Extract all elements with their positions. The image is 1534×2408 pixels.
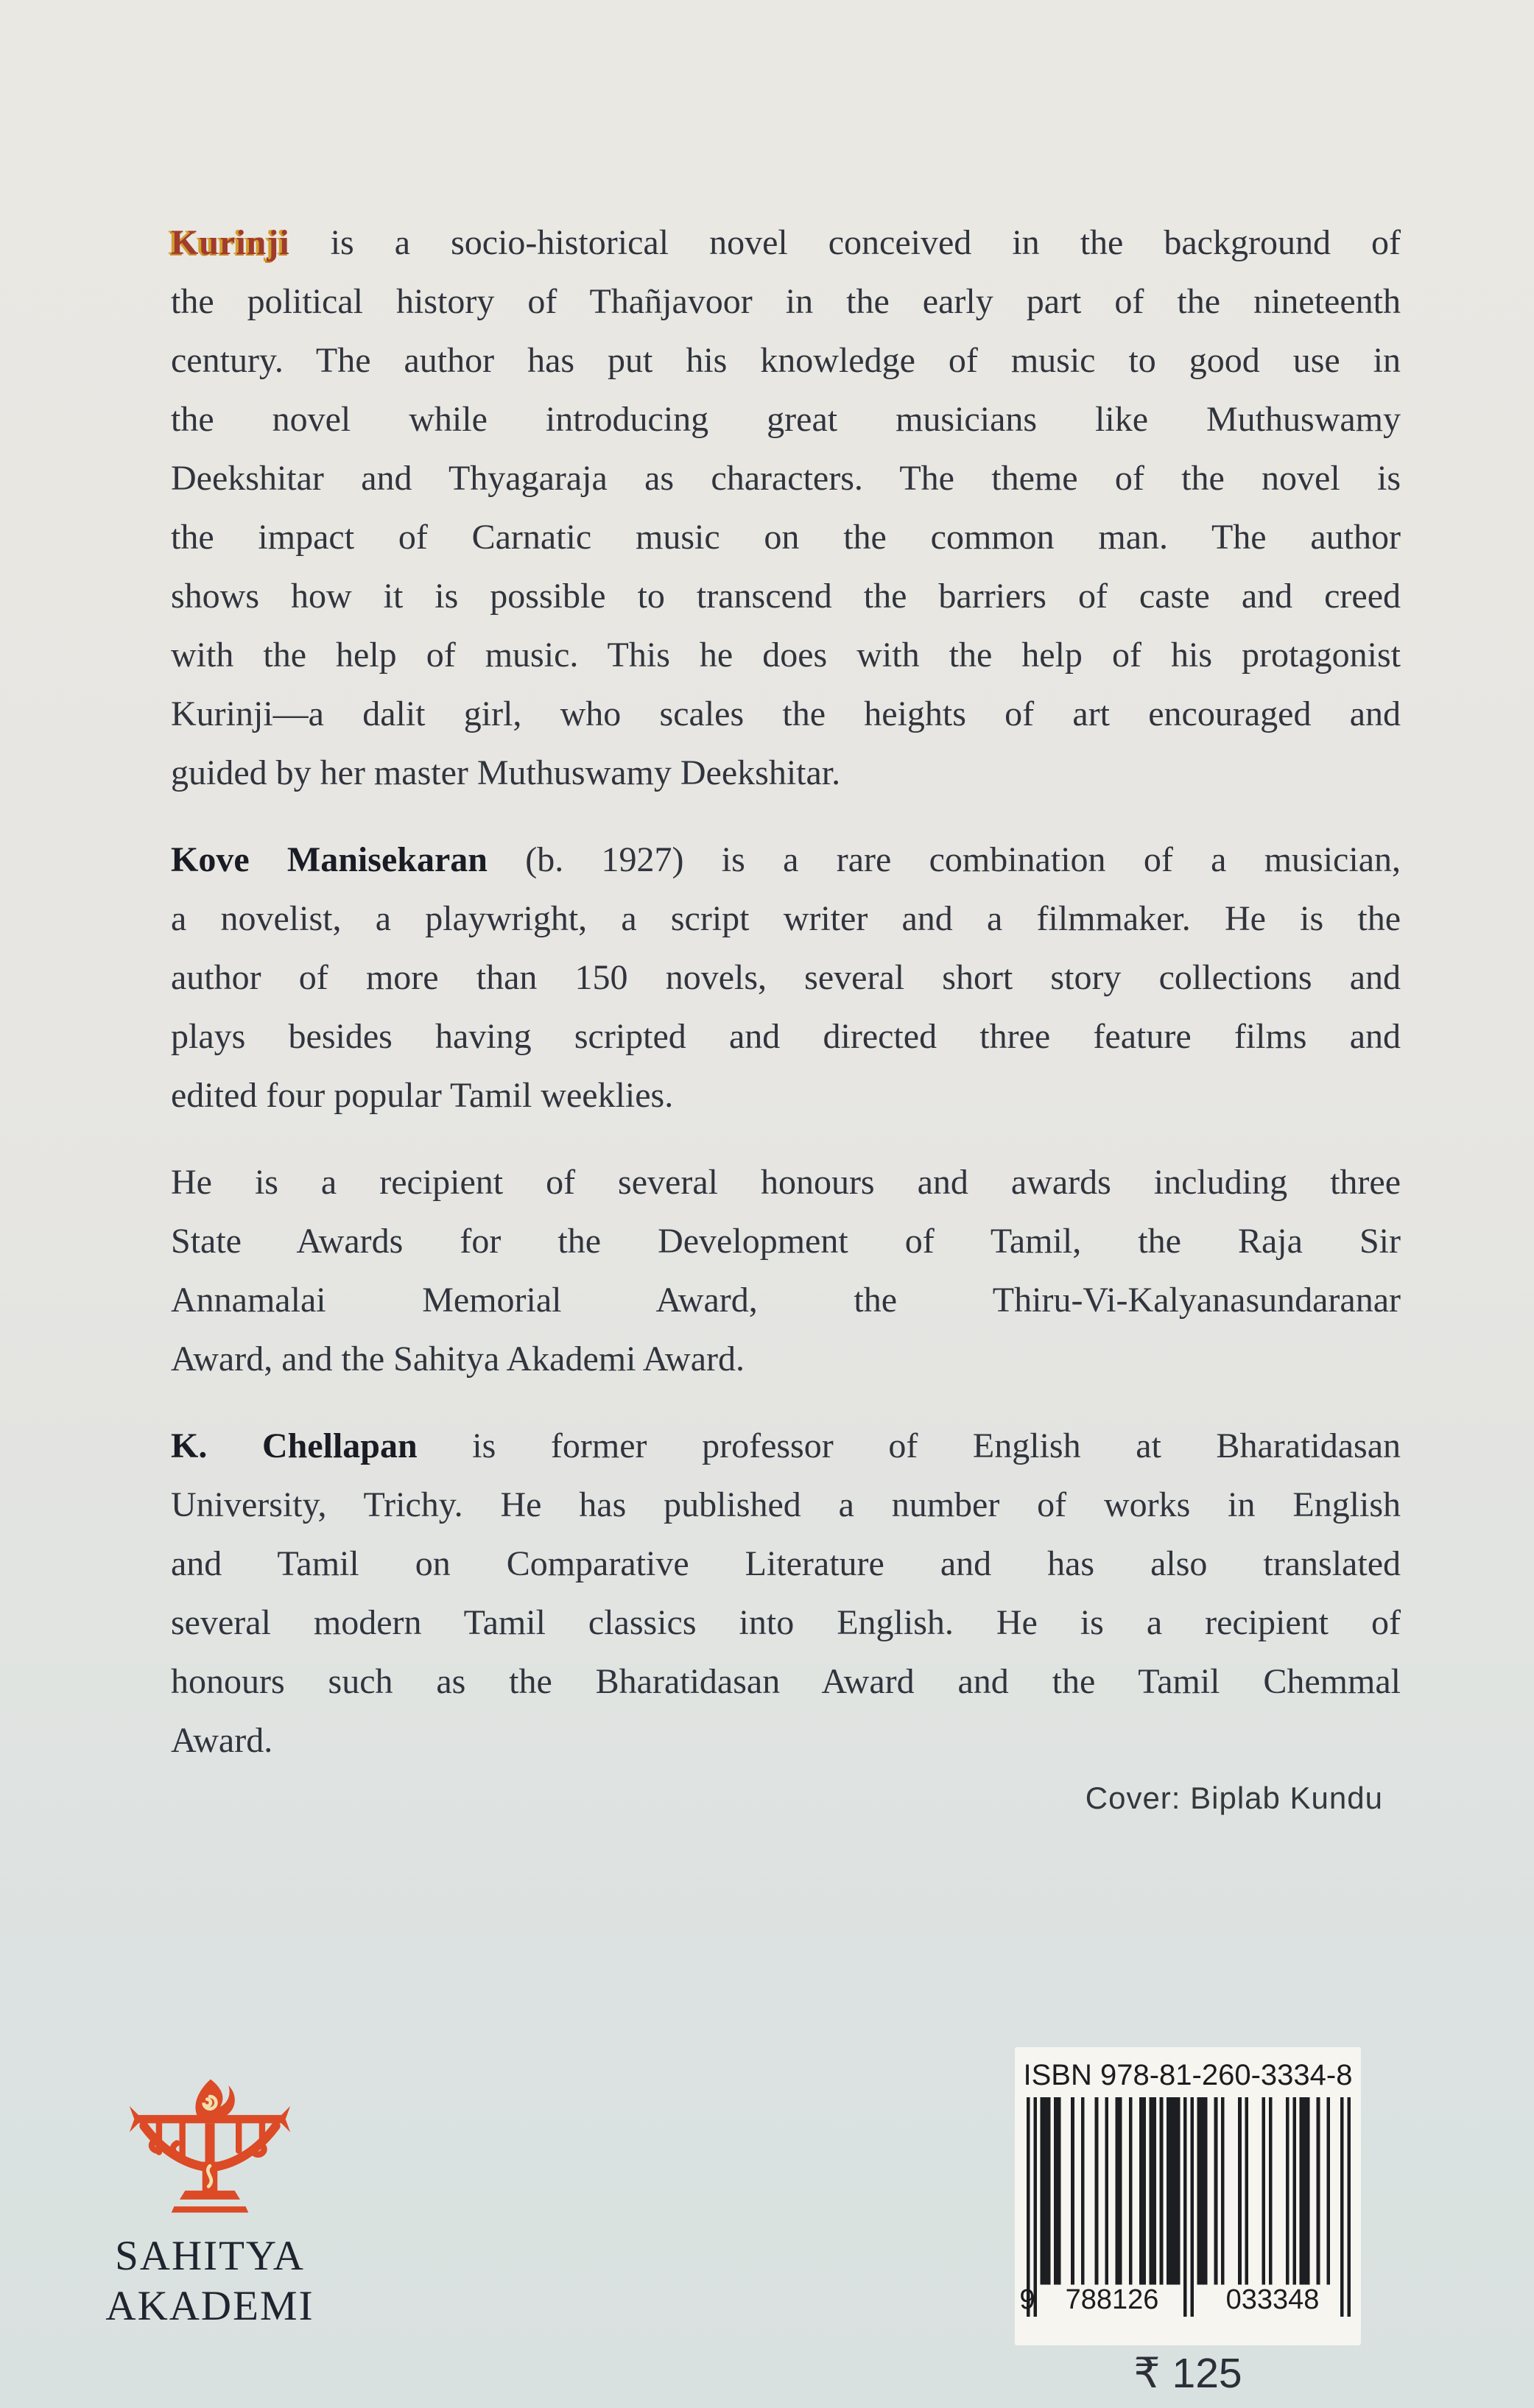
lead-text: Kove Manisekaran xyxy=(171,840,488,879)
text-line: the political history of Thañjavoor in the early part of the nineteenth xyxy=(171,282,1401,321)
cover-credit: Cover: Biplab Kundu xyxy=(1085,1781,1383,1815)
text-line: author of more than 150 novels, several short story collections and xyxy=(171,958,1401,997)
sahitya-akademi-logo-icon xyxy=(124,2075,295,2219)
text-line: several modern Tamil classics into English. He is a recipient of xyxy=(171,1603,1401,1642)
lead-text: Kurinji xyxy=(171,223,290,262)
text-line: century. The author has put his knowledge of music to good use in xyxy=(171,341,1401,380)
barcode-digit-group: 9 xyxy=(1019,2284,1035,2315)
publisher-name-line1: SAHITYA xyxy=(115,2233,305,2279)
text-line: the novel while introducing great musicians like Muthuswamy xyxy=(171,400,1401,439)
barcode-digits xyxy=(1015,2284,1361,2317)
isbn-number: ISBN 978-81-260-3334-8 xyxy=(1023,2059,1353,2091)
text-line: Kove Manisekaran (b. 1927) is a rare combination of a musician, xyxy=(171,840,1401,879)
paragraph xyxy=(171,1417,1401,1770)
paragraph xyxy=(171,214,1401,803)
barcode-digit-group: 788126 xyxy=(1065,2284,1159,2315)
text-line: shows how it is possible to transcend the barriers of caste and creed xyxy=(171,577,1401,616)
text-line: University, Trichy. He has published a number of works in English xyxy=(171,1485,1401,1524)
text-line: Kurinji is a socio-historical novel conceived in the background of xyxy=(171,223,1401,262)
text-line: and Tamil on Comparative Literature and has also translated xyxy=(171,1544,1401,1583)
text-line: Kurinji—a dalit girl, who scales the heights of art encouraged and xyxy=(171,694,1401,733)
paragraph xyxy=(171,1153,1401,1389)
publisher-block xyxy=(85,2075,335,2331)
text-line: Award, and the Sahitya Akademi Award. xyxy=(171,1339,745,1379)
text-line: a novelist, a playwright, a script writer and a filmmaker. He is the xyxy=(171,899,1401,938)
text-line: Deekshitar and Thyagaraja as characters. The theme of the novel is xyxy=(171,459,1401,498)
text-line: Annamalai Memorial Award, the Thiru-Vi-Kalyanasundaranar xyxy=(171,1281,1401,1320)
price: ₹ 125 xyxy=(1133,2350,1242,2397)
text-line: K. Chellapan is former professor of English at Bharatidasan xyxy=(171,1426,1401,1465)
text-line: honours such as the Bharatidasan Award and the Tamil Chemmal xyxy=(171,1662,1401,1701)
isbn-barcode-label xyxy=(1015,2047,1361,2345)
text-line: plays besides having scripted and directed three feature films and xyxy=(171,1017,1401,1056)
back-cover-text xyxy=(171,214,1401,1798)
text-line: edited four popular Tamil weeklies. xyxy=(171,1076,674,1115)
barcode-digit-group: 033348 xyxy=(1225,2284,1320,2315)
text-line: the impact of Carnatic music on the common man. The author xyxy=(171,518,1401,557)
text-line: Award. xyxy=(171,1721,273,1760)
publisher-name xyxy=(85,2231,335,2331)
text-line: State Awards for the Development of Tamil, the Raja Sir xyxy=(171,1222,1401,1261)
text-line: with the help of music. This he does with the help of his protagonist xyxy=(171,636,1401,675)
paragraph xyxy=(171,831,1401,1125)
lead-text: K. Chellapan xyxy=(171,1426,418,1465)
text-line: He is a recipient of several honours and awards including three xyxy=(171,1163,1401,1202)
text-line: guided by her master Muthuswamy Deekshitar. xyxy=(171,753,841,792)
publisher-name-line2: AKADEMI xyxy=(105,2283,314,2329)
